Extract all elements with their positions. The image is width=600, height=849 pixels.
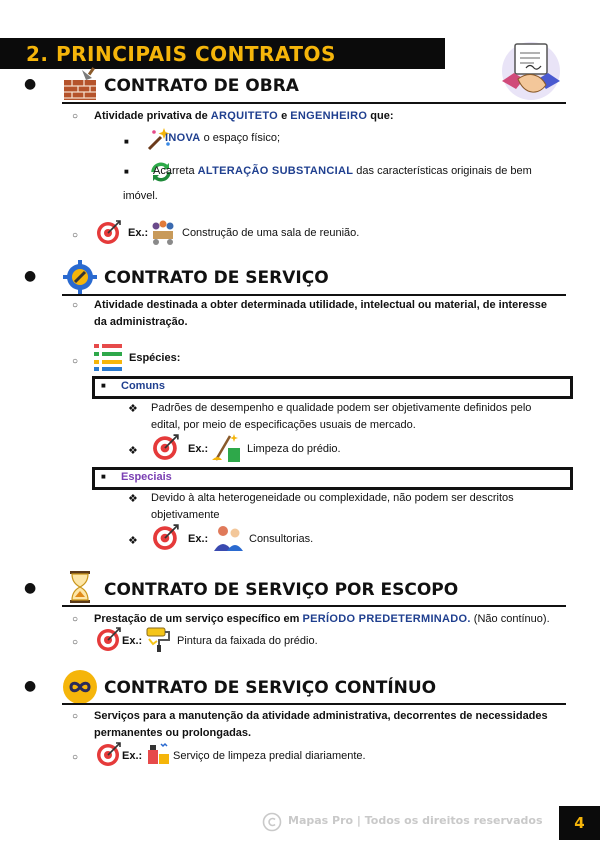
bricks-trowel-icon (62, 66, 98, 102)
continuo-description-cont: permanentes ou prolongadas. (94, 727, 252, 739)
target-icon (152, 433, 180, 461)
continuo-ex-label: Ex.: (122, 750, 143, 762)
section-title: CONTRATO DE SERVIÇO CONTÍNUO (104, 678, 437, 698)
section-title: CONTRATO DE SERVIÇO POR ESCOPO (104, 580, 459, 600)
especiais-ex-text: Consultorias. (249, 533, 314, 545)
cleaning-icon (210, 430, 242, 464)
especiais-description: Devido à alta heterogeneidade ou complexidade, não podem ser descritos (151, 492, 514, 504)
obra-ex-label: Ex.: (128, 227, 149, 239)
servico-especies-label: Espécies: (129, 352, 181, 364)
especiais-ex-label: Ex.: (188, 533, 209, 545)
continuo-ex-text: Serviço de limpeza predial diariamente. (173, 750, 366, 762)
comuns-description: Padrões de desempenho e qualidade podem ser objetivamente definidos pelo (151, 402, 532, 414)
section-divider (62, 102, 566, 104)
target-icon (96, 219, 122, 245)
servico-description-cont: da administração. (94, 316, 188, 328)
obra-item-inova: INOVA o espaço físico; (165, 132, 281, 144)
continuo-description: Serviços para a manutenção da atividade administrativa, decorrentes de necessidades (94, 710, 548, 722)
especiais-label: Especiais (121, 471, 172, 483)
infinity-icon (62, 669, 98, 705)
section-divider (62, 605, 566, 607)
obra-description: Atividade privativa de ARQUITETO e ENGENHEIRO que: (94, 110, 394, 122)
hourglass-icon (62, 569, 98, 605)
target-icon (96, 626, 122, 652)
copyright-icon (262, 812, 282, 832)
page-number: 4 (559, 806, 600, 840)
target-icon (96, 741, 122, 767)
page-title-bar (0, 38, 445, 69)
obra-item-alteracao: Acarreta ALTERAÇÃO SUBSTANCIAL das características originais de bem (153, 165, 532, 177)
section-divider (62, 294, 566, 296)
servico-description: Atividade destinada a obter determinada utilidade, intelectual ou material, de interesse (94, 299, 547, 311)
target-icon (152, 523, 180, 551)
section-divider (62, 703, 566, 705)
comuns-description-cont: edital, por meio de especificações usuais de mercado. (151, 419, 416, 431)
escopo-ex-text: Pintura da faixada do prédio. (177, 635, 318, 647)
gear-wrench-icon (62, 259, 98, 295)
obra-item-alteracao-cont: imóvel. (123, 190, 158, 202)
escopo-ex-label: Ex.: (122, 635, 143, 647)
escopo-description: Prestação de um serviço específico em PERÍODO PREDETERMINADO. (Não contínuo). (94, 613, 550, 625)
comuns-ex-label: Ex.: (188, 443, 209, 455)
especiais-description-cont: objetivamente (151, 509, 220, 521)
page-title: 2. PRINCIPAIS CONTRATOS (26, 42, 336, 66)
footer-copyright: Mapas Pro | Todos os direitos reservados (288, 814, 543, 827)
section-title: CONTRATO DE OBRA (104, 76, 299, 96)
list-icon (92, 340, 124, 372)
consultant-icon (212, 523, 244, 553)
meeting-room-icon (149, 219, 177, 245)
comuns-ex-text: Limpeza do prédio. (247, 443, 341, 455)
comuns-label: Comuns (121, 380, 165, 392)
obra-ex-text: Construção de uma sala de reunião. (182, 227, 360, 239)
section-title: CONTRATO DE SERVIÇO (104, 268, 329, 288)
paint-roller-icon (145, 625, 173, 653)
handshake-contract-icon (498, 37, 564, 101)
cleaning-supplies-icon (145, 740, 171, 766)
